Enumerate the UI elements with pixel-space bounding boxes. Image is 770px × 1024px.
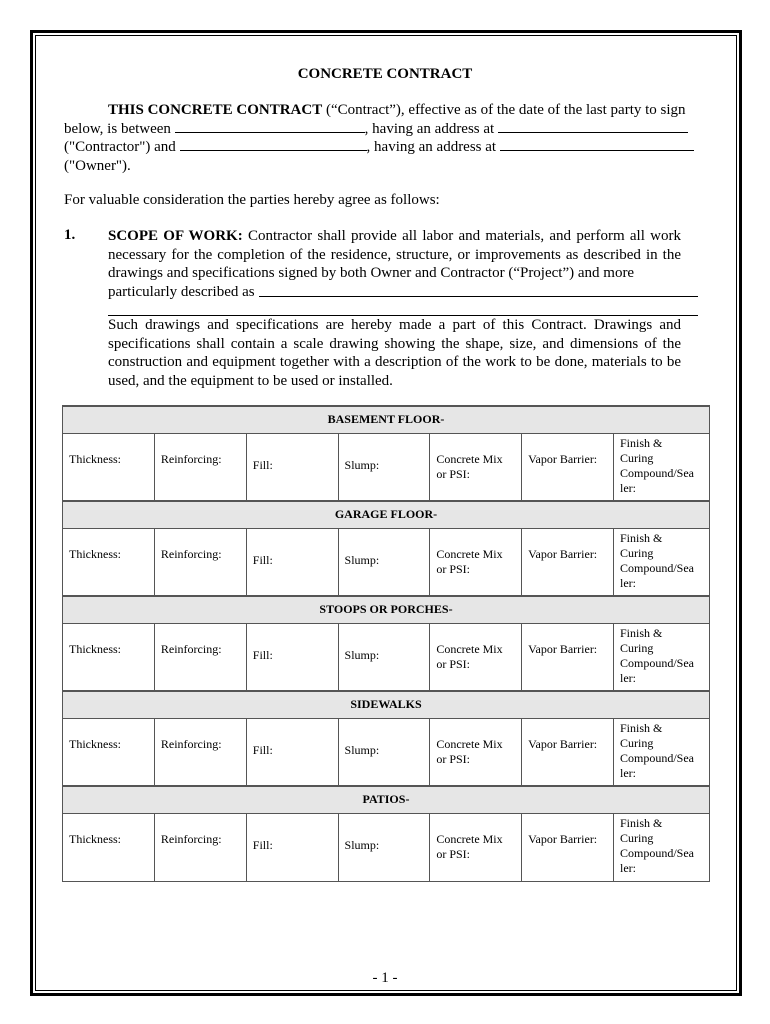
finish-label-4: ler: xyxy=(619,860,636,875)
mix-label-1: Concrete Mix xyxy=(436,736,503,751)
mix-label-2: or PSI: xyxy=(436,561,471,576)
owner-address-field[interactable] xyxy=(500,138,694,151)
page-number: - 1 - xyxy=(372,970,398,986)
finish-label-3: Compound/Sea xyxy=(619,750,694,765)
slump-label: Slump: xyxy=(344,837,380,852)
concrete-mix-cell[interactable] xyxy=(430,718,522,786)
finish-label-4: ler: xyxy=(619,670,636,685)
consideration-text: For valuable consideration the parties hereby agree as follows: xyxy=(64,192,440,208)
reinforcing-cell[interactable] xyxy=(154,718,246,786)
fill-label: Fill: xyxy=(252,647,273,662)
concrete-mix-cell[interactable] xyxy=(430,623,522,691)
mix-label-1: Concrete Mix xyxy=(436,451,503,466)
table-section-header xyxy=(63,596,710,623)
fill-label: Fill: xyxy=(252,742,273,757)
project-description-field[interactable] xyxy=(259,296,698,297)
finish-label-1: Finish & xyxy=(619,815,663,830)
finish-label-3: Compound/Sea xyxy=(619,845,694,860)
intro-owner-label: ("Owner"). xyxy=(64,157,131,174)
finish-curing-cell[interactable] xyxy=(613,813,709,881)
fill-cell[interactable] xyxy=(246,623,338,691)
table-section-header xyxy=(63,406,710,433)
vapor-barrier-cell[interactable] xyxy=(522,718,614,786)
reinforcing-cell[interactable] xyxy=(154,433,246,501)
thickness-cell[interactable] xyxy=(63,718,155,786)
concrete-spec-table xyxy=(62,405,710,882)
scope-text: Contractor shall provide all labor and materials, and perform all work necessary for the completion of the residence, structure, or improvements as described in the drawings and specifications signed by both Owner and Contractor (“Project”) and more xyxy=(108,228,681,281)
slump-cell[interactable] xyxy=(338,433,430,501)
fill-cell[interactable] xyxy=(246,813,338,881)
fill-label: Fill: xyxy=(252,457,273,472)
finish-label-2: Curing xyxy=(619,735,654,750)
finish-label-2: Curing xyxy=(619,830,654,845)
finish-curing-cell[interactable] xyxy=(613,433,709,501)
vapor-barrier-cell[interactable] xyxy=(522,528,614,596)
finish-label-2: Curing xyxy=(619,450,654,465)
scope-text-end: particularly described as xyxy=(108,283,255,300)
mix-label-1: Concrete Mix xyxy=(436,546,503,561)
finish-label-1: Finish & xyxy=(619,435,663,450)
thickness-label: Thickness: xyxy=(69,451,121,466)
section-number: 1. xyxy=(64,227,76,243)
mix-label-2: or PSI: xyxy=(436,846,471,861)
fill-label: Fill: xyxy=(252,552,273,567)
finish-label-3: Compound/Sea xyxy=(619,655,694,670)
thickness-label: Thickness: xyxy=(69,641,121,656)
table-row xyxy=(63,623,710,691)
table-row xyxy=(63,718,710,786)
intro-between-label: below, is between xyxy=(64,120,171,137)
finish-curing-cell[interactable] xyxy=(613,528,709,596)
slump-cell[interactable] xyxy=(338,813,430,881)
section-title: SIDEWALKS xyxy=(63,691,710,718)
contractor-address-field[interactable] xyxy=(498,120,688,133)
reinforcing-cell[interactable] xyxy=(154,528,246,596)
finish-label-1: Finish & xyxy=(619,530,663,545)
intro-contractor-label: ("Contractor") and xyxy=(64,139,176,155)
reinforcing-label: Reinforcing: xyxy=(160,546,222,561)
finish-label-4: ler: xyxy=(619,765,636,780)
slump-label: Slump: xyxy=(344,457,380,472)
intro-address-label: , having an address at xyxy=(364,120,495,137)
finish-label-1: Finish & xyxy=(619,625,663,640)
document-title: CONCRETE CONTRACT xyxy=(297,66,473,82)
fill-label: Fill: xyxy=(252,837,273,852)
slump-cell[interactable] xyxy=(338,528,430,596)
fill-cell[interactable] xyxy=(246,433,338,501)
slump-cell[interactable] xyxy=(338,623,430,691)
finish-label-4: ler: xyxy=(619,480,636,495)
reinforcing-cell[interactable] xyxy=(154,623,246,691)
scope-of-work-paragraph xyxy=(108,227,681,301)
reinforcing-cell[interactable] xyxy=(154,813,246,881)
thickness-label: Thickness: xyxy=(69,831,121,846)
finish-curing-cell[interactable] xyxy=(613,623,709,691)
reinforcing-label: Reinforcing: xyxy=(160,736,222,751)
drawings-paragraph: Such drawings and specifications are hereby made a part of this Contract. Drawings and specifications shall contain a scale drawing showing the shape, size, and dimensions of the construction and equipment together with a description of the work to be done, materials to be used, and the equipment to be used or installed. xyxy=(108,317,681,389)
vapor-barrier-cell[interactable] xyxy=(522,623,614,691)
concrete-mix-cell[interactable] xyxy=(430,528,522,596)
finish-curing-cell[interactable] xyxy=(613,718,709,786)
vapor-barrier-label: Vapor Barrier: xyxy=(528,451,598,466)
thickness-cell[interactable] xyxy=(63,623,155,691)
scope-heading: SCOPE OF WORK: xyxy=(108,228,243,244)
table-row xyxy=(63,528,710,596)
mix-label-1: Concrete Mix xyxy=(436,831,503,846)
section-title: BASEMENT FLOOR- xyxy=(63,406,710,433)
table-row xyxy=(63,433,710,501)
vapor-barrier-label: Vapor Barrier: xyxy=(528,641,598,656)
finish-label-4: ler: xyxy=(619,575,636,590)
vapor-barrier-label: Vapor Barrier: xyxy=(528,546,598,561)
reinforcing-label: Reinforcing: xyxy=(160,451,222,466)
intro-owner-address-label: , having an address at xyxy=(366,139,497,155)
section-title: STOOPS OR PORCHES- xyxy=(63,596,710,623)
owner-name-field[interactable] xyxy=(180,138,367,151)
thickness-label: Thickness: xyxy=(69,546,121,561)
vapor-barrier-cell[interactable] xyxy=(522,813,614,881)
finish-label-3: Compound/Sea xyxy=(619,560,694,575)
fill-cell[interactable] xyxy=(246,718,338,786)
table-section-header xyxy=(63,501,710,528)
table-row xyxy=(63,813,710,881)
vapor-barrier-label: Vapor Barrier: xyxy=(528,831,598,846)
thickness-cell[interactable] xyxy=(63,528,155,596)
mix-label-1: Concrete Mix xyxy=(436,641,503,656)
thickness-cell[interactable] xyxy=(63,813,155,881)
finish-label-1: Finish & xyxy=(619,720,663,735)
finish-label-2: Curing xyxy=(619,545,654,560)
mix-label-2: or PSI: xyxy=(436,656,471,671)
concrete-mix-cell[interactable] xyxy=(430,433,522,501)
vapor-barrier-label: Vapor Barrier: xyxy=(528,736,598,751)
slump-label: Slump: xyxy=(344,647,380,662)
concrete-mix-cell[interactable] xyxy=(430,813,522,881)
intro-lead-bold: THIS CONCRETE CONTRACT xyxy=(108,102,323,118)
section-title: GARAGE FLOOR- xyxy=(63,501,710,528)
section-title: PATIOS- xyxy=(63,786,710,813)
thickness-cell[interactable] xyxy=(63,433,155,501)
reinforcing-label: Reinforcing: xyxy=(160,831,222,846)
vapor-barrier-cell[interactable] xyxy=(522,433,614,501)
slump-label: Slump: xyxy=(344,552,380,567)
mix-label-2: or PSI: xyxy=(436,466,471,481)
intro-paragraph xyxy=(64,101,700,175)
table-section-header xyxy=(63,691,710,718)
reinforcing-label: Reinforcing: xyxy=(160,641,222,656)
slump-cell[interactable] xyxy=(338,718,430,786)
contractor-name-field[interactable] xyxy=(175,120,365,133)
thickness-label: Thickness: xyxy=(69,736,121,751)
finish-label-2: Curing xyxy=(619,640,654,655)
table-section-header xyxy=(63,786,710,813)
intro-lead-text: (“Contract”), effective as of the date of the last party to sign xyxy=(322,102,686,118)
fill-cell[interactable] xyxy=(246,528,338,596)
finish-label-3: Compound/Sea xyxy=(619,465,694,480)
mix-label-2: or PSI: xyxy=(436,751,471,766)
slump-label: Slump: xyxy=(344,742,380,757)
